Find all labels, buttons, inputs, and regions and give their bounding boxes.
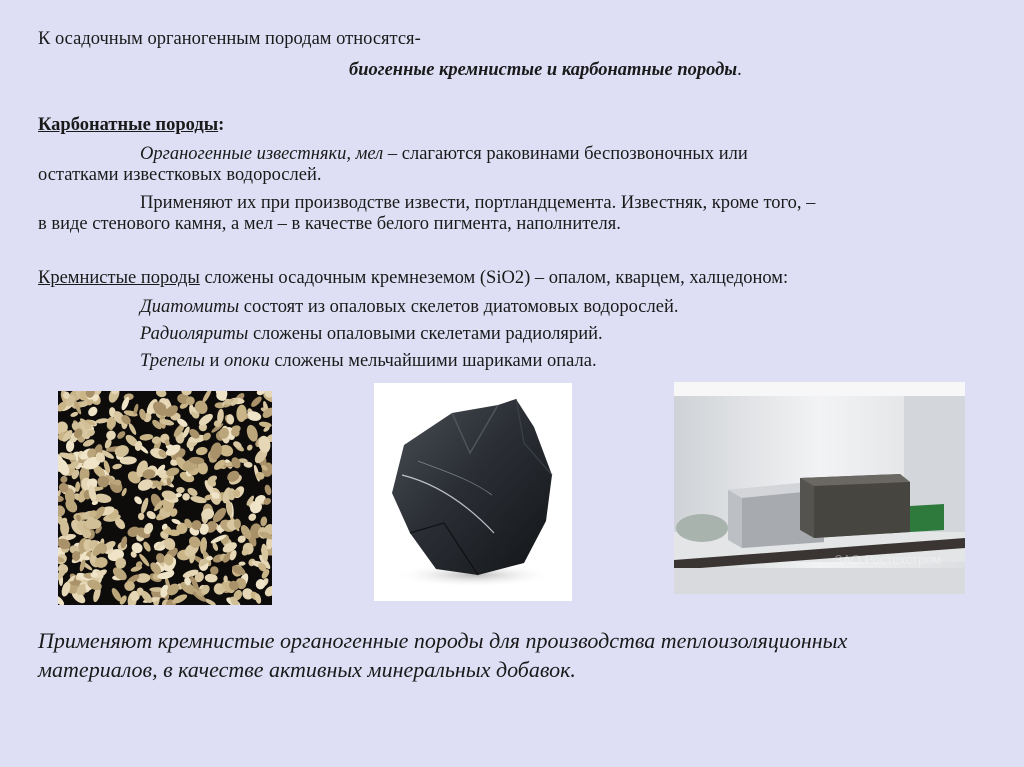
gravel-pebble [85,519,102,529]
radiolarites-line [140,323,603,345]
gravel-pebble [247,512,258,522]
tripoli-line [140,350,597,372]
gravel-image [58,391,272,605]
carbonate-p1-line2 [38,164,321,186]
opoka-term: опоки [224,351,270,371]
gravel-pebble [142,540,153,552]
carbonate-p1-line1 [140,143,748,165]
gravel-pebble [104,429,118,443]
conclusion-line-2-text: материалов, в качестве активных минеральных добавок. [38,657,576,682]
gravel-pebble [176,487,185,494]
diatomites-term: Диатомиты [140,297,240,317]
gravel-pebble [116,430,127,441]
gravel-pebble [236,404,247,422]
diatomites-text: состоят из опаловых скелетов диатомовых водорослей. [239,297,679,317]
gravel-pebble [155,391,167,398]
gravel-pebble [127,422,137,436]
gravel-pebble [259,421,272,429]
carbonate-p2-line1 [140,192,815,214]
gravel-pebble [190,495,208,505]
diatomites-line [140,296,678,318]
intro-period: . [737,60,742,80]
opoka-blocks-image [674,382,965,594]
carbonate-heading-colon: : [218,115,225,135]
intro-line-1-text: К осадочным органогенным породам относятся- [38,29,421,49]
radiolarites-text: сложены опаловыми скелетами радиолярий. [248,324,603,344]
gravel-pebble [138,513,145,521]
siliceous-heading-line [38,267,788,289]
opoka-blocks-photo [674,382,965,594]
gravel-pebble [186,396,195,405]
conclusion-line-2 [38,655,576,684]
carbonate-p2-line1-text: Применяют их при производстве извести, портландцемента. Известняк, кроме того, – [140,193,816,213]
carbonate-p2-line2-text: в виде стенового камня, а мел – в качестве белого пигмента, наполнителя. [38,214,621,234]
gravel-pebble [133,495,144,506]
siliceous-heading: Кремнистые породы [38,268,200,288]
gravel-pebble [182,493,190,501]
black-rock-photo [374,383,572,601]
carbonate-term: Органогенные известняки, мел – [140,144,398,164]
gravel-pebble [58,504,67,518]
gravel-pebble [246,444,254,452]
intro-line-1 [38,28,421,50]
intro-rock-types: биогенные кремнистые и карбонатные породы [349,60,738,80]
gravel-pebble [249,395,263,409]
carbonate-p1-text: слагаются раковинами беспозвоночных или [397,144,748,164]
diatomite-gravel-photo [58,391,272,605]
carbonate-p1-line2-text: остатками известковых водорослей. [38,165,322,185]
tripoli-and: и [204,351,225,371]
gravel-pebble [59,474,69,484]
gravel-pebble [210,566,219,575]
gravel-pebble [112,463,123,470]
intro-line-2 [349,59,742,81]
photo-watermark: ЗАО Ростехстром [834,552,942,567]
gravel-pebble [205,573,218,582]
tripoli-text: сложены мельчайшими шариками опала. [269,351,597,371]
black-rock-image [374,383,572,601]
gravel-pebble [260,516,268,527]
radiolarites-term: Радиоляриты [140,324,249,344]
gravel-pebble [195,446,208,456]
conclusion-line-1 [38,626,847,655]
gravel-pebble [58,496,64,502]
gravel-pebble [70,411,79,418]
carbonate-p2-line2 [38,213,621,235]
gravel-pebble [95,417,109,424]
tripoli-term: Трепелы [140,351,205,371]
gravel-pebble [72,551,80,561]
siliceous-heading-text: сложены осадочным кремнеземом (SiO2) – опалом, кварцем, халцедоном: [199,268,789,288]
gravel-pebble [264,484,272,496]
gravel-pebble [223,576,227,583]
gravel-pebble [86,405,99,418]
carbonate-heading: Карбонатные породы [38,115,219,135]
gravel-pebble [139,433,153,441]
carbonate-heading-line [38,114,224,136]
conclusion-line-1-text: Применяют кремнистые органогенные породы для производства теплоизоляционных [38,628,848,653]
gravel-pebble [145,509,157,520]
